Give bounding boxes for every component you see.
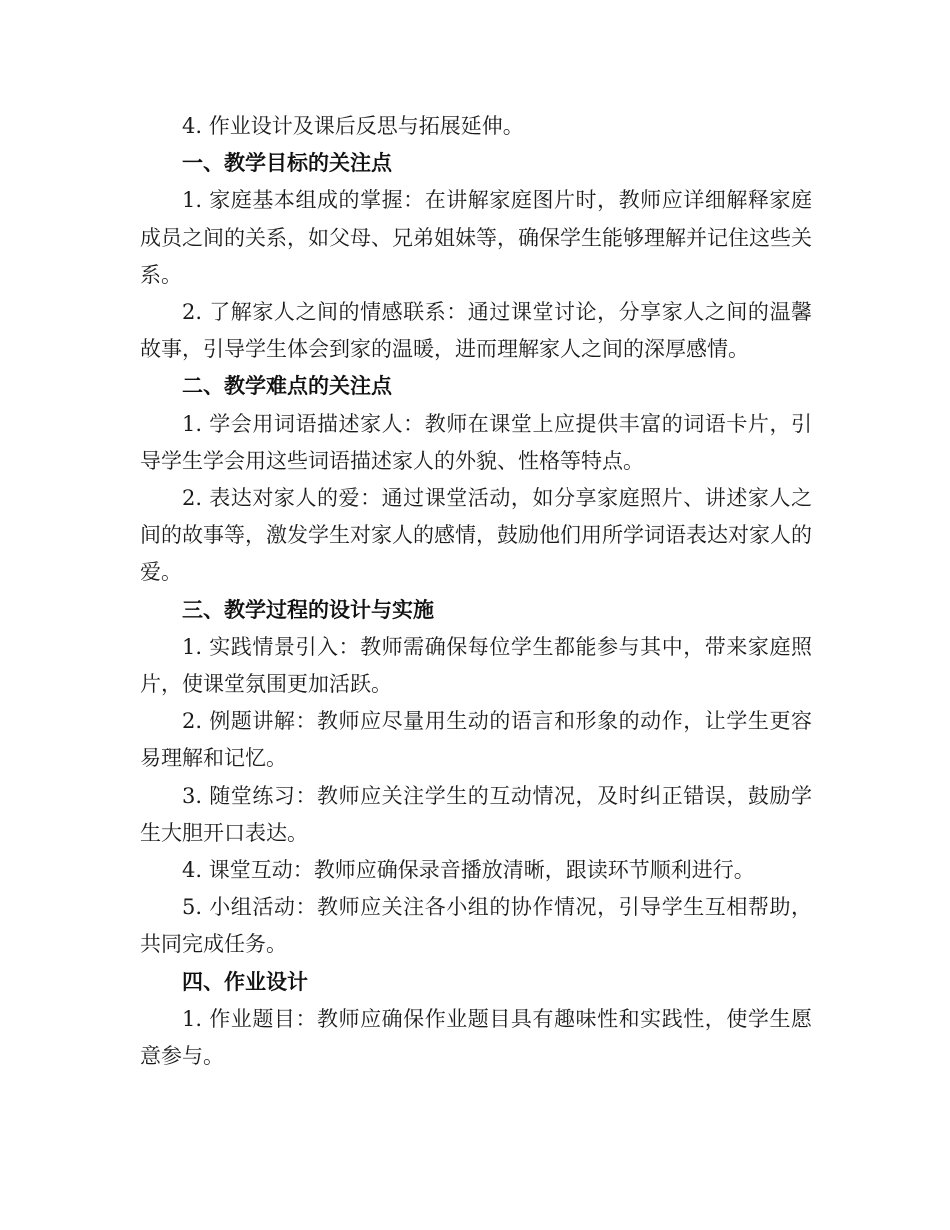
- paragraph-scenario-intro: 1. 实践情景引入：教师需确保每位学生都能参与其中，带来家庭照片，使课堂氛围更加活跃。: [140, 634, 812, 697]
- document-body: [140, 108, 812, 1075]
- paragraph-homework-design-overview: 4. 作业设计及课后反思与拓展延伸。: [182, 114, 524, 138]
- paragraph-group-activity: 5. 小组活动：教师应关注各小组的协作情况，引导学生互相帮助，共同完成任务。: [140, 895, 812, 957]
- section-heading-teaching-goals: 一、教学目标的关注点: [182, 151, 392, 176]
- paragraph-describe-family: 1. 学会用词语描述家人：教师在课堂上应提供丰富的词语卡片，引导学生学会用这些词语描述家人的外貌、性格等特点。: [140, 411, 812, 473]
- paragraph-family-composition: 1. 家庭基本组成的掌握：在讲解家庭图片时，教师应详细解释家庭成员之间的关系，如父母、兄弟姐妹等，确保学生能够理解并记住这些关系。: [140, 188, 812, 287]
- paragraph-in-class-practice: 3. 随堂练习：教师应关注学生的互动情况，及时纠正错误，鼓励学生大胆开口表达。: [140, 783, 812, 845]
- section-heading-teaching-difficulties: 二、教学难点的关注点: [182, 374, 392, 399]
- paragraph-classroom-interaction: 4. 课堂互动：教师应确保录音播放清晰，跟读环节顺利进行。: [182, 858, 755, 883]
- paragraph-example-explanation: 2. 例题讲解：教师应尽量用生动的语言和形象的动作，让学生更容易理解和记忆。: [140, 709, 812, 771]
- section-heading-teaching-process: 三、教学过程的设计与实施: [182, 597, 434, 622]
- paragraph-family-emotions: 2. 了解家人之间的情感联系：通过课堂讨论，分享家人之间的温馨故事，引导学生体会到家的温暖，进而理解家人之间的深厚感情。: [140, 300, 812, 362]
- paragraph-express-love: 2. 表达对家人的爱：通过课堂活动，如分享家庭照片、讲述家人之间的故事等，激发学生对家人的感情，鼓励他们用所学词语表达对家人的爱。: [140, 486, 812, 585]
- section-heading-homework-design: 四、作业设计: [182, 969, 308, 994]
- paragraph-homework-topics: 1. 作业题目：教师应确保作业题目具有趣味性和实践性，使学生愿意参与。: [140, 1006, 812, 1069]
